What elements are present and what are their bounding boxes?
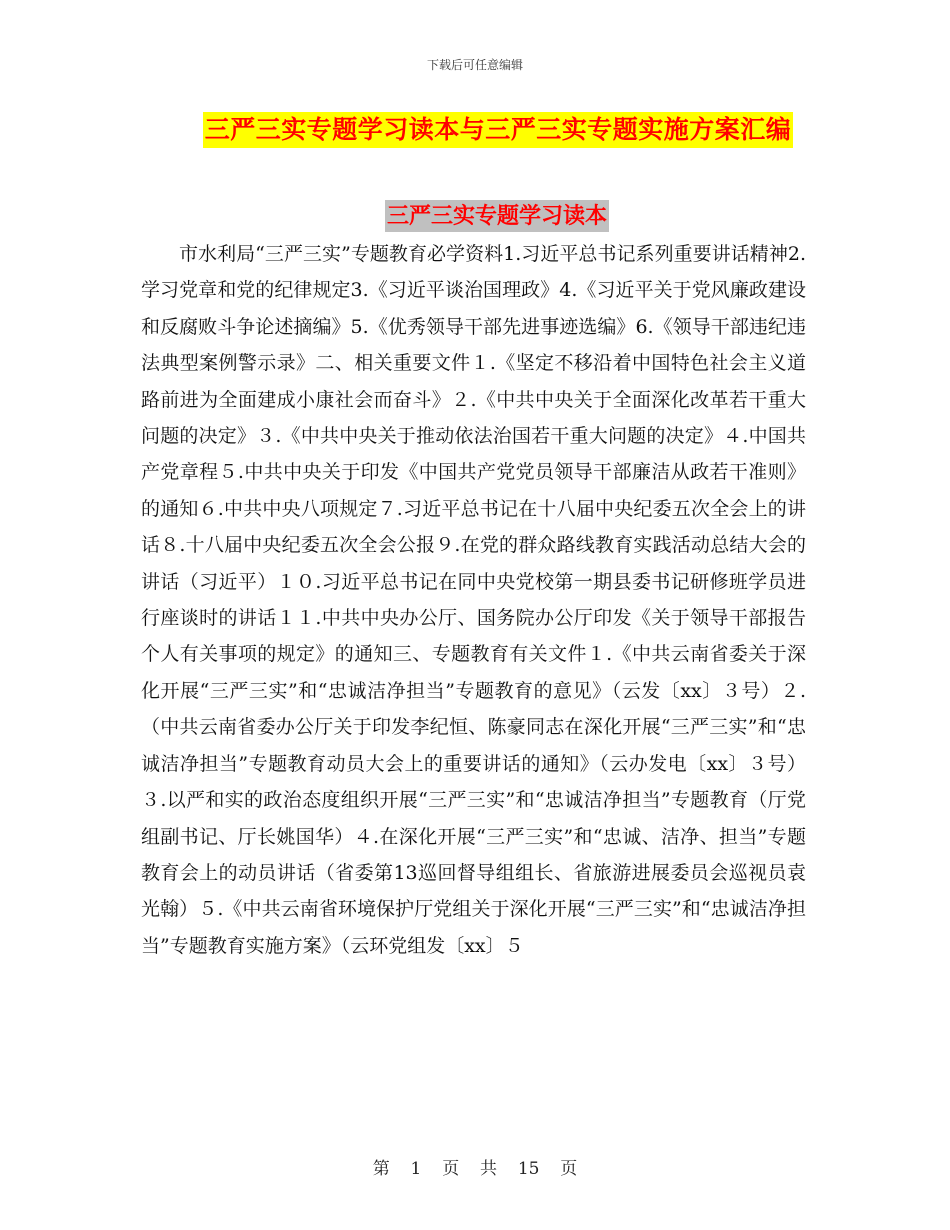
footer-total-pages: 15 — [517, 1159, 540, 1179]
footer-total-suffix: 页 — [560, 1159, 578, 1179]
document-title-text: 三严三实专题学习读本与三严三实专题实施方案汇编 — [203, 112, 794, 148]
page-footer — [0, 1154, 950, 1179]
document-title — [0, 112, 950, 148]
footer-page-number: 1 — [410, 1159, 422, 1179]
body-paragraph: 市水利局“三严三实”专题教育必学资料1.习近平总书记系列重要讲话精神2.学习党章和党的纪律规定3.《习近平谈治国理政》4.《习近平关于党风廉政建设和反腐败斗争论述摘编》5.《优秀领导干部先进事迹选编》6.《领导干部违纪违法典型案例警示录》二、相关重要文件１.《坚定不移沿着中国特色社会主义道路前进为全面建成小康社会而奋斗》２.《中共中央关于全面深化改革若干重大问题的决定》３.《中共中央关于推动依法治国若干重大问题的决定》４.中国共产党章程５.中共中央关于印发《中国共产党党员领导干部廉洁从政若干准则》的通知６.中共中央八项规定７.习近平总书记在十八届中央纪委五次全会上的讲话８.十八届中央纪委五次全会公报９.在党的群众路线教育实践活动总结大会的讲话（习近平）１０.习近平总书记在同中央党校第一期县委书记研修班学员进行座谈时的讲话１１.中共中央办公厅、国务院办公厅印发《关于领导干部报告个人有关事项的规定》的通知三、专题教育有关文件１.《中共云南省委关于深化开展“三严三实”和“忠诚洁净担当”专题教育的意见》（云发〔xx〕３号）２.（中共云南省委办公厅关于印发李纪恒、陈豪同志在深化开展“三严三实”和“忠诚洁净担当”专题教育动员大会上的重要讲话的通知》（云办发电〔xx〕３号）３.以严和实的政治态度组织开展“三严三实”和“忠诚洁净担当”专题教育（厅党组副书记、厅长姚国华）４.在深化开展“三严三实”和“忠诚、洁净、担当”专题教育会上的动员讲话（省委第13巡回督导组组长、省旅游进展委员会巡视员袁光翰）５.《中共云南省环境保护厅党组关于深化开展“三严三实”和“忠诚洁净担当”专题教育实施方案》（云环党组发〔xx〕５ — [141, 243, 806, 957]
footer-page-mid: 页 — [442, 1159, 460, 1179]
footer-page-prefix: 第 — [372, 1159, 390, 1179]
page-header-note: 下载后可任意编辑 — [426, 58, 523, 72]
footer-total-prefix: 共 — [480, 1159, 497, 1179]
section-title-text: 三严三实专题学习读本 — [385, 200, 609, 232]
section-title — [0, 200, 950, 232]
